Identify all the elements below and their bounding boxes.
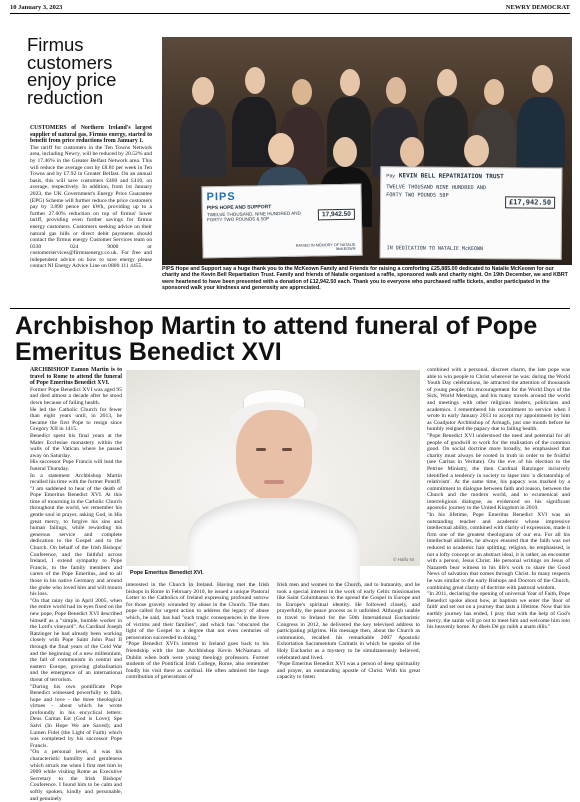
paragraph: "Pope Emeritus Benedict XVI was a person of deep spirituality and prayer, an outstanding apostle of Christ. With his great capacity to listen xyxy=(277,661,420,681)
pope-face xyxy=(236,410,312,500)
cheque-amount: 17,942.50 xyxy=(318,209,355,221)
kbrt-cheque xyxy=(380,166,563,260)
article2-column-2 xyxy=(126,582,269,681)
photo1-caption: PIPS Hope and Support say a huge thank you to the McKeown Family and Friends for raising a comforting £25,885.00 dedicated to Natalie McKeown for our charity and the Kevin Bell Repartiation Trust. Family and friends of Natalie organised a raffle, sponsored walk and charity night. On 19th December, we and KBRT were heartened to have been presented with a donation of £12,942.50 each. Thank you to everyone who purchased raffle tickets, and/or participated in the sponsored walk your kindness and generosity are appreciated. xyxy=(162,266,568,292)
paragraph: "Pope Benedict XVI's interest in Ireland goes back to his friendship with the late Archbishop Kevin McNamara of Dublin when both were young theology professors. Former students of the Pontifical Irish College, Rome, also remember fondly his visit there as cardinal. He often admired the huge contribution of generations of xyxy=(126,641,269,681)
paragraph: His successor Pope Francis will lead the funeral Thursday. xyxy=(30,459,122,472)
paragraph: combined with a personal, discreet charm, the late pope was able to win people to Christ wherever he was: during the World Youth Day celebrations, he attracted the attention of thousands of young people; his encouragement for the World Days of the Sick, World Meetings, and his many travels around the world and meetings with other religious leaders, politicians and academics. I remembered his commitment to service when I wrote in early January 2013 to accept my appointment by him as Coadjutor Archbishop of Armagh, just one month before he humbly resigned the papacy due to failing health. xyxy=(427,367,570,433)
article2-column-4 xyxy=(427,367,570,631)
running-header xyxy=(10,2,570,14)
masthead-name: NEWRY DEMOCRAT xyxy=(505,4,570,11)
paragraph: Former Pope Benedict XVI was aged 95 and died almost a decade after he stood down because of failing health. xyxy=(30,386,122,406)
article2-column-1 xyxy=(30,367,122,802)
cheque-pay-label: Pay xyxy=(386,173,395,180)
pips-logo: PIPS xyxy=(206,190,236,204)
paragraph: Benedict spent his final years at the Mater Ecclesiae monastery within the walls of the Vatican where he passed away on Saturday. xyxy=(30,432,122,459)
paragraph: Irish men and women to the Church, and to humanity, and he took a special interest in the work of early Celtic missionaries like Saint Columbanus to the spread the Gospel in Europe and to Europe's spiritual identity. He followed closely, and prayerfully, the peace process as it unfolded. Although unable to travel to Ireland for the 50th International Eucharistic Congress in 2012, he delivered the key televised address to participating pilgrims. His message then, about the Church as communion, recalled his remarkable 2007 Apostolic Exhortation Sacramentum Caritatis in which he speaks of the Holy Eucharist as a mystery to be simultaneously believed, celebrated and lived. xyxy=(277,582,420,661)
paragraph: "In 2011, declaring the opening of universal Year of Faith, Pope Benedict spoke about how, at baptism we enter the 'door of faith' and set out on a journey that lasts a lifetime. Now that his earthly journey has ended, I pray that with the help of God's mercy, the saints will go out to meet him and welcome him into his heavenly home. Ar dheis Dé go raibh a anam dílis." xyxy=(427,591,570,631)
article1-lead: CUSTOMERS of Northern Ireland's largest supplier of natural gas, Firmus energy, started to benefit from price reductions from January 1. xyxy=(30,125,152,145)
pips-cheque xyxy=(201,184,362,259)
article2-headline: Archbishop Martin to attend funeral of Pope Emeritus Benedict XVI xyxy=(15,312,538,366)
photo2-credit: © Halfo NI xyxy=(393,557,414,562)
paragraph: "I am saddened to hear of the death of Pope Emeritus Benedict XVI. At this time of mourning in the Catholic Church throughout the world, we remember his gentle soul in prayer, asking God, in His great mercy, to forgive his sins and human failings, while rewarding his generous service and complete dedication to the Gospel and to the Church. On behalf of the Irish Bishops' Conference, and the faithful across Ireland, I extend sympathy to Pope Francis, to the family members and carers of the Pope Emeritus, and to all those in his native Germany and around the globe who loved him and will mourn his loss. xyxy=(30,485,122,598)
cheque-presentation-photo xyxy=(162,37,572,265)
cheque-words: TWELVE THOUSAND NINE HUNDRED AND FORTY TWO POUNDS 50P xyxy=(386,184,487,199)
article2-column-3 xyxy=(277,582,420,681)
paragraph: In a statement Archbishop Martin recalled his time with the former Pontiff. xyxy=(30,472,122,486)
page-folio: 10 January 3, 2023 xyxy=(10,4,63,11)
paragraph: "Pope Benedict XVI understood the need and potential for all people of goodwill to work for the realisation of the common good. On social doctrine more broadly, he emphasised that charity must always be rooted in truth in order to be fruitful (see Caritas in Veritate). On the eve of his election to the Petrine Ministry, the then Cardinal Ratzinger incisively identified a tendency in society to lapse into 'a dictatorship of relativism'. At the same time, his papacy was marked by a commitment to dialogue between faith and reason, between the Church and the modern world, and to ecumenical and interreligious dialogue, as evidenced on his significant apostolic journey to the United Kingdom in 2010. xyxy=(427,432,570,512)
pope-benedict-photo xyxy=(126,370,420,566)
paragraph: "On that rainy day in April 2005, when the entire world had its eyes fixed on the new pope, Pope Benedict XVI described himself as a "simple, humble worker in the Lord's vineyard". As Cardinal Joseph Ratzinger he had already been working closely with Pope Saint John Paul II through the final years of the Cold War and the beginning of a new millennium, the fall of communism in central and eastern Europe, growing globalisation and the emergence of an international threat of terrorism. xyxy=(30,597,122,683)
paragraph: "On a personal level, it was his characteristic humility and gentleness which struck me when I first met him in 2009 while visiting Rome as Executive Secretary to the Irish Bishops' Conference. I found him to be calm and softly spoken, kindly and personable, and genuinely xyxy=(30,749,122,802)
cheque-amount: £17,942.50 xyxy=(505,196,555,208)
section-divider xyxy=(10,308,570,309)
cheque-payee: PIPS HOPE AND SUPPORT xyxy=(206,204,272,212)
paragraph: "During his own pontificate Pope Benedict witnessed powerfully to faith, hope and love - the three theological virtues - about which he wrote profoundly in his encyclical letters: Deus Caritas Est (God is Love); Spe Salvi (In Hope We are Saved); and Lumen Fidei (the Light of Faith) which was completed by his successor Pope Francis. xyxy=(30,683,122,749)
paragraph: He led the Catholic Church for fewer than eight years until, in 2013, he became the first Pope to resign since Gregory XII in 1415. xyxy=(30,406,122,433)
photo2-caption: Pope Emeritus Benedict XVI. xyxy=(130,570,204,576)
cheque-words: TWELVE THOUSAND, NINE HUNDRED AND FORTY TWO POUNDS & 50P xyxy=(206,210,301,223)
article1-headline: Firmus customers enjoy price reduction xyxy=(27,34,117,108)
paragraph: interested in the Church in Ireland. Having met the Irish bishops in Rome in February 2010, he issued a unique Pastoral Letter to the Catholics of Ireland expressing profound sorrow for those gravely wounded by abuse in the Church. The then pope called for urgent action to address the legacy of abuse which, he said, has had "such tragic consequences in the lives of victims and their families", and which has "obscured the light of the Gospel to a degree that not even centuries of persecution succeeded in doing." xyxy=(126,582,269,641)
cheque-payee: KEVIN BELL REPATRIATION TRUST xyxy=(398,172,504,181)
paragraph: "In his lifetime, Pope Emeritus Benedict XVI was an outstanding teacher and academic whose impressive intellectual ability, combined with clarity of expression, made it firm one of the greatest theologians of our era. For all his intellectual abilities, he always ensured that the faith was not reduced to academic hair splitting; religion, he emphasised, is not a lofty concept or an abstract ideal, it is rather, an encounter with a person, Jesus Christ. He personal writings on Jesus of Nazareth bear witness to his life's work to share the Good News of salvation that comes through Christ. In many respects he was similar to the early Bishops and Doctors of the Church, combining great clarity of doctrine with pastoral wisdom. xyxy=(427,512,570,591)
article2-lead: ARCHBISHOP Eamon Martin is to travel to Rome to attend the funeral of Pope Emeritus Benedict XVI. xyxy=(30,367,122,387)
article1-text: The tariff for customers in the Ten Towns Network area, including Newry, will be reduced by 20.52% and by 17.46% in the Greater Belfast Network area. This will reduce the average cost by £8.81 per week in Ten Towns and by £7.92 in Greater Belfast. On an annual basis, this will save customers £460 and £410, on average, respectively. In addition, from 1st January 2023, the UK Government's Energy Price Guarantee (EPG) Scheme will further reduce the price customers pay by 3.890 pence per kWh, providing up to a further 27.60% reduction on top of firmus' lower tariff, providing even further savings for firmus energy customers. Customers seeking advice on their natural gas bills or direct debit payments should contact the firmus energy Customer Services team on 0330 024 9000 or customerservices@firmusenergy.co.uk. For free and independent advice on how to save energy please contact NI Energy Advice Line on 0800 111 4455. xyxy=(30,144,152,270)
article1-body xyxy=(30,125,152,270)
cheque-memo: RAISED IN MEMORY OF NATALIE McKEOWN xyxy=(295,242,356,252)
cheque-memo: IN DEDICATION TO NATALIE McKEOWN xyxy=(386,245,484,253)
